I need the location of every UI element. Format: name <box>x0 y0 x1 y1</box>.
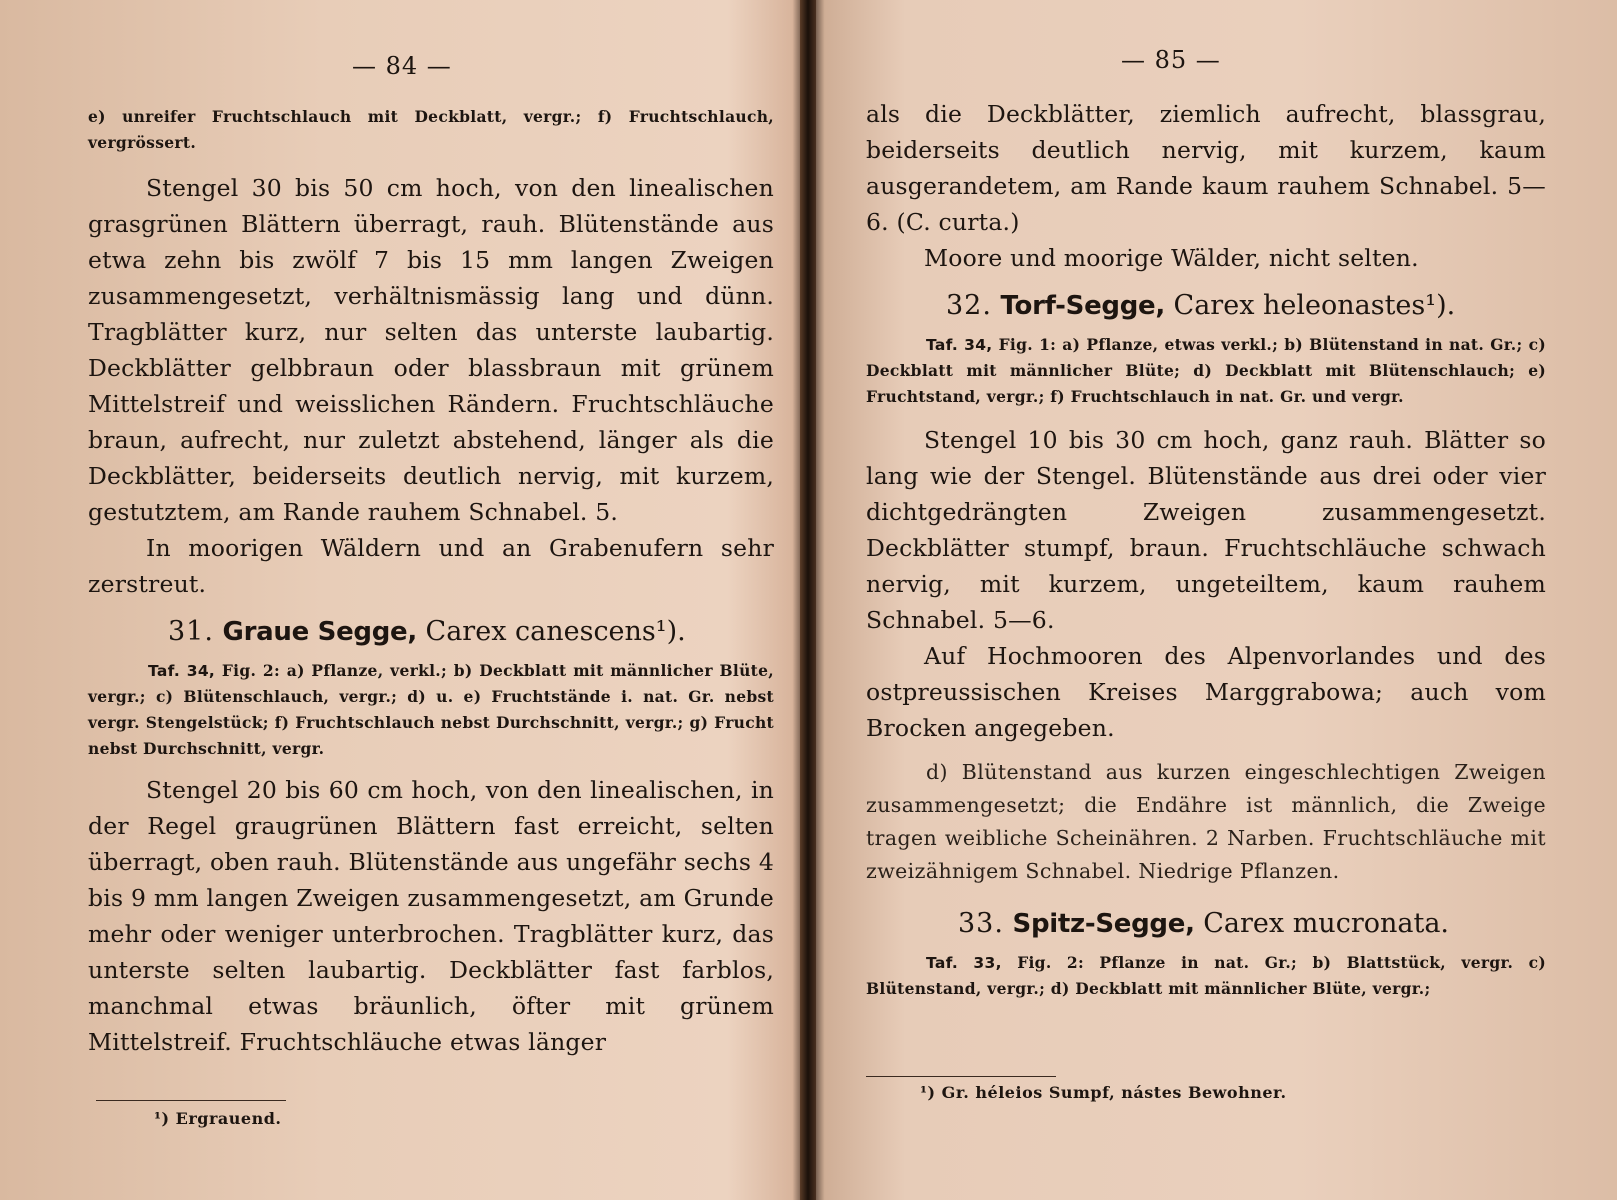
figure-caption <box>866 332 1546 410</box>
habitat-text: Moore und moorige Wälder, nicht selten. <box>924 244 1419 272</box>
species-latin-name: Carex canescens <box>425 616 656 647</box>
footnote-rule <box>866 1076 1056 1077</box>
species-heading-31 <box>88 612 774 652</box>
page-number-left: — 84 — <box>352 52 452 80</box>
subsection-key-text: d) Blütenstand aus kurzen eingeschlechtigen Zweigen zusammengesetzt; die Endähre ist männlich, die Zweige tragen weibliche Scheinähren. 2 Narben. Fruchtschläuche mit zweizähnigem Schnabel. Niedrige Pflanzen. <box>866 760 1546 883</box>
footnote: ¹) Ergrauend. <box>154 1109 282 1128</box>
species-description: Stengel 30 bis 50 cm hoch, von den linealischen grasgrünen Blättern überragt, rauh. Blütenstände aus etwa zehn bis zwölf 7 bis 15 mm langen Zweigen zusammengesetzt, verhältnismässig lang und dünn. Tragblätter kurz, nur selten das unterste laubartig. Deckblätter gelbbraun oder blassbraun mit grünem Mittelstreif und weisslichen Rändern. Fruchtschläuche braun, aufrecht, nur zuletzt abstehend, länger als die Deckblätter, beiderseits deutlich nervig, mit kurzem, gestutztem, am Rande rauhem Schnabel. 5. <box>88 174 774 526</box>
footnote-rule <box>96 1100 286 1101</box>
footnote-area <box>96 1100 286 1128</box>
plate-reference: Taf. 33, <box>926 954 1002 972</box>
left-page-content <box>88 104 774 1060</box>
figure-caption-text: Fig. 2: Pflanze in nat. Gr.; b) Blattstück, vergr. c) Blütenstand, vergr.; d) Deckblatt mit männlicher Blüte, vergr.; <box>866 953 1546 998</box>
plate-reference: Taf. 34, <box>926 336 993 354</box>
species-common-name: Spitz-Segge, <box>1012 909 1195 939</box>
right-page <box>816 0 1617 1200</box>
species-description: Stengel 20 bis 60 cm hoch, von den linealischen, in der Regel graugrünen Blättern fast erreicht, selten überragt, oben rauh. Blütenstände aus ungefähr sechs 4 bis 9 mm langen Zweigen zusammengesetzt, am Grunde mehr oder weniger unterbrochen. Tragblätter kurz, das unterste selten laubartig. Deckblätter fast farblos, manchmal etwas bräunlich, öfter mit grünem Mittelstreif. Fruchtschläuche etwas länger <box>88 776 774 1056</box>
figure-caption <box>866 950 1546 1002</box>
figure-caption-text: Fig. 2: a) Pflanze, verkl.; b) Deckblatt mit männlicher Blüte, vergr.; c) Blütenschlauch, vergr.; d) u. e) Fruchtstände i. nat. Gr. nebst vergr. Stengelstück; f) Fruchtschlauch nebst Durchschnitt, vergr.; g) Frucht nebst Durchschnitt, vergr. <box>88 661 774 758</box>
species-number: 33. <box>958 908 1004 939</box>
habitat-text: Auf Hochmooren des Alpenvorlandes und des ostpreussischen Kreises Marggrabowa; auch vom Brocken angegeben. <box>866 642 1546 742</box>
species-heading-32 <box>866 286 1546 326</box>
species-description-continuation: als die Deckblätter, ziemlich aufrecht, blassgrau, beiderseits deutlich nervig, mit kurzem, kaum ausgerandetem, am Rande kaum rauhem Schnabel. 5—6. (C. curta.) <box>866 100 1546 236</box>
footnote-marker: ¹). <box>655 616 686 647</box>
footnote-area <box>866 1076 1287 1102</box>
species-heading-33 <box>866 904 1546 944</box>
page-number-right: — 85 — <box>1121 46 1221 74</box>
figure-caption-continuation: e) unreifer Fruchtschlauch mit Deckblatt, vergr.; f) Fruchtschlauch, vergrössert. <box>88 107 774 152</box>
right-page-content <box>866 96 1546 1002</box>
species-latin-name: Carex heleonastes <box>1173 290 1426 321</box>
species-common-name: Torf-Segge, <box>1000 291 1165 321</box>
left-page <box>0 0 800 1200</box>
species-number: 31. <box>168 616 214 647</box>
species-description: Stengel 10 bis 30 cm hoch, ganz rauh. Blätter so lang wie der Stengel. Blütenstände aus drei oder vier dichtgedrängten Zweigen zusammengesetzt. Deckblätter stumpf, braun. Fruchtschläuche schwach nervig, mit kurzem, ungeteiltem, kaum rauhem Schnabel. 5—6. <box>866 426 1546 634</box>
habitat-text: In moorigen Wäldern und an Grabenufern sehr zerstreut. <box>88 534 774 598</box>
species-number: 32. <box>946 290 992 321</box>
book-gutter <box>800 0 816 1200</box>
species-common-name: Graue Segge, <box>222 617 417 647</box>
figure-caption-text: Fig. 1: a) Pflanze, etwas verkl.; b) Blütenstand in nat. Gr.; c) Deckblatt mit männlicher Blüte; d) Deckblatt mit Blütenschlauch; e) Fruchtstand, vergr.; f) Fruchtschlauch in nat. Gr. und vergr. <box>866 335 1546 406</box>
figure-caption <box>88 658 774 762</box>
species-latin-name: Carex mucronata. <box>1203 908 1449 939</box>
footnote: ¹) Gr. héleios Sumpf, nástes Bewohner. <box>920 1083 1287 1102</box>
plate-reference: Taf. 34, <box>148 662 216 680</box>
footnote-marker: ¹). <box>1425 290 1456 321</box>
